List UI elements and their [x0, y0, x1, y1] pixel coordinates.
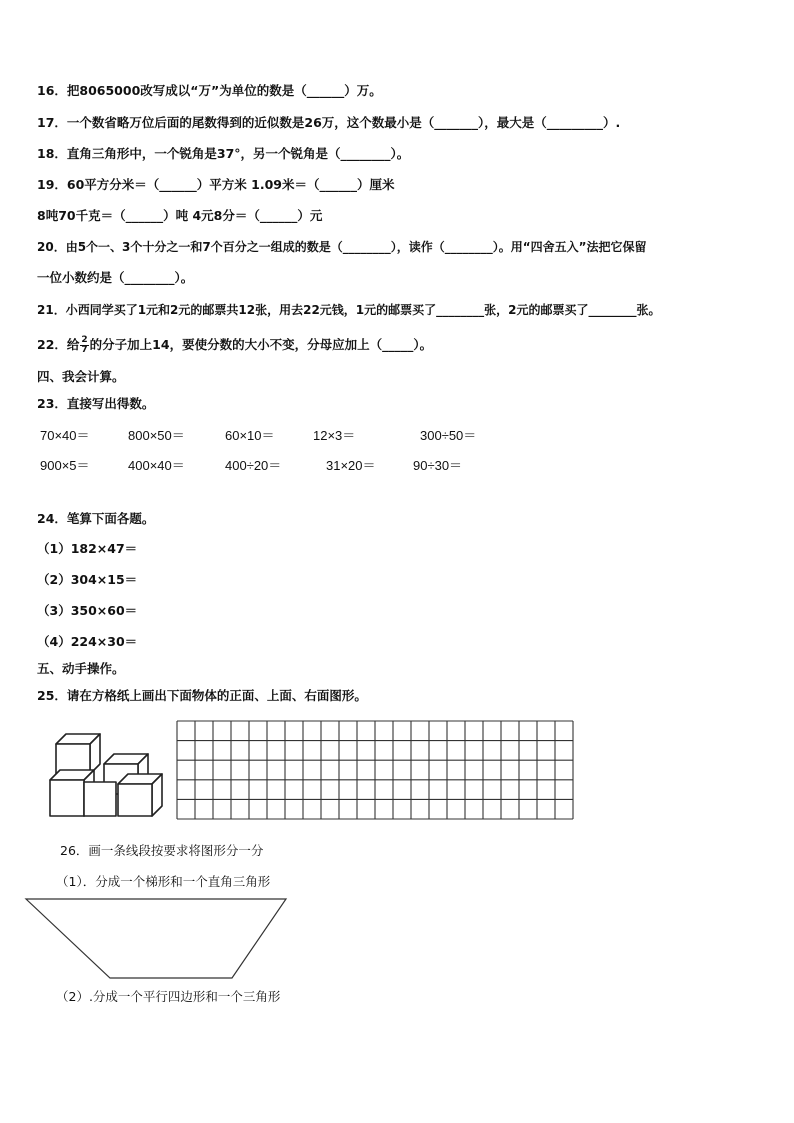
question-22-prefix: 22．给: [37, 337, 80, 352]
question-26-title: 26．画一条线段按要求将图形分一分: [60, 843, 264, 858]
cube-stack-figure: [44, 730, 176, 820]
fraction-numerator: 2: [81, 335, 88, 345]
question-24-item-1: （1）182×47＝: [37, 541, 138, 556]
question-18: 18．直角三角形中，一个锐角是37°，另一个锐角是（________）。: [37, 146, 410, 161]
grid-paper[interactable]: [176, 720, 574, 820]
calc-item: 400×40＝: [128, 458, 185, 473]
question-22-suffix: 的分子加上14，要使分数的大小不变，分母应加上（_____）。: [89, 337, 433, 352]
question-20-line-1: 20．由5个一、3个十分之一和7个百分之一组成的数是（________），读作（________）。用“四舍五入”法把它保留: [37, 240, 647, 254]
calc-item: 400÷20＝: [225, 458, 282, 473]
question-24-item-3: （3）350×60＝: [37, 603, 138, 618]
question-20-line-2: 一位小数约是（________）。: [37, 270, 194, 285]
question-21: 21．小西同学买了1元和2元的邮票共12张，用去22元钱，1元的邮票买了________张，2元的邮票买了________张。: [37, 303, 661, 317]
calc-item: 90÷30＝: [413, 458, 463, 473]
fraction-denominator: 7: [81, 345, 88, 355]
question-26-part-2: （2）.分成一个平行四边形和一个三角形: [56, 989, 281, 1004]
fraction-2-7: [80, 336, 88, 355]
calc-item: 12×3＝: [313, 428, 356, 443]
question-22: [37, 334, 432, 356]
question-23-title: 23．直接写出得数。: [37, 396, 155, 411]
question-19-line-1: 19．60平方分米＝（______）平方米 1.09米＝（______）厘米: [37, 177, 395, 192]
question-26-part-1: （1）．分成一个梯形和一个直角三角形: [56, 874, 271, 889]
trapezoid-shape[interactable]: [24, 896, 288, 980]
question-19-line-2: 8吨70千克＝（______）吨 4元8分＝（______）元: [37, 208, 323, 223]
section-4-heading: 四、我会计算。: [37, 369, 125, 384]
section-5-heading: 五、动手操作。: [37, 661, 125, 676]
question-24-title: 24．笔算下面各题。: [37, 511, 155, 526]
calc-item: 31×20＝: [326, 458, 376, 473]
question-24-item-4: （4）224×30＝: [37, 634, 138, 649]
calc-item: 800×50＝: [128, 428, 185, 443]
question-17: 17．一个数省略万位后面的尾数得到的近似数是26万，这个数最小是（_______），最大是（_________）.: [37, 115, 621, 130]
question-16: 16．把8065000改写成以“万”为单位的数是（______）万。: [37, 83, 382, 98]
calc-item: 60×10＝: [225, 428, 275, 443]
question-24-item-2: （2）304×15＝: [37, 572, 138, 587]
calc-item: 300÷50＝: [420, 428, 477, 443]
calc-item: 70×40＝: [40, 428, 90, 443]
question-25: 25．请在方格纸上画出下面物体的正面、上面、右面图形。: [37, 688, 367, 703]
calc-item: 900×5＝: [40, 458, 90, 473]
